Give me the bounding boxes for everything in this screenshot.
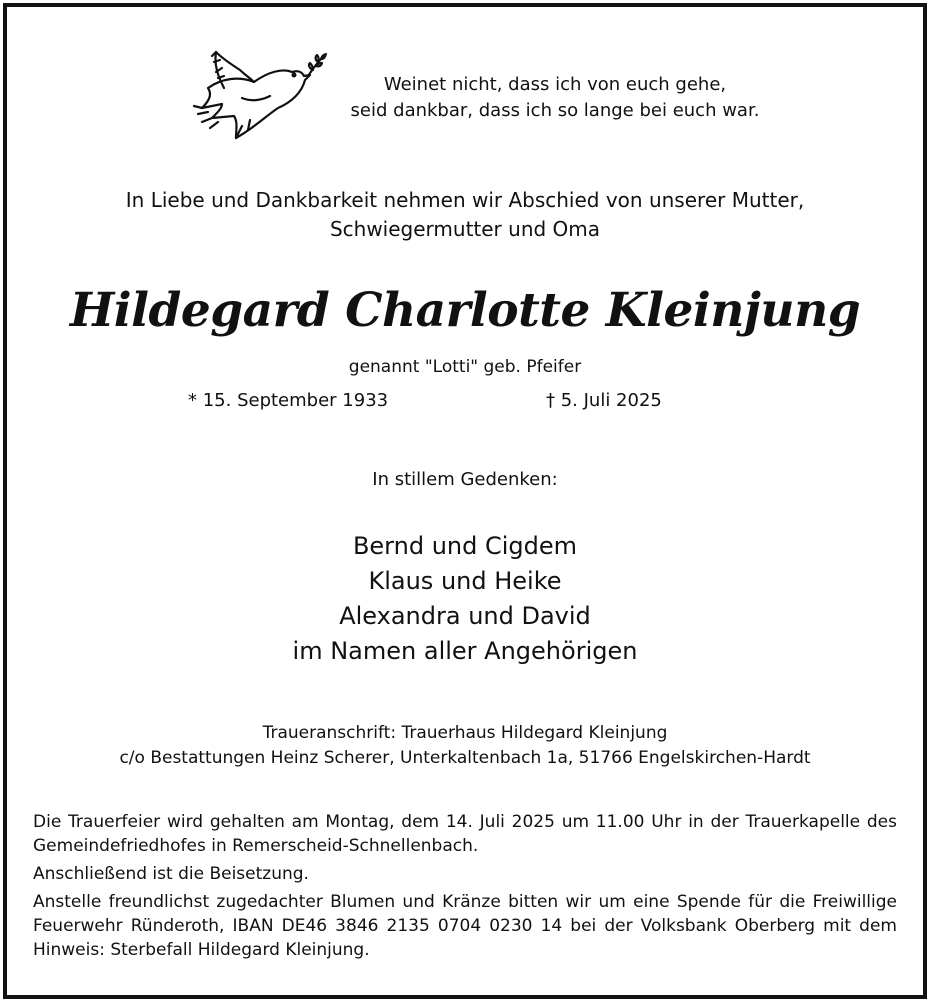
birth-date: * 15. September 1933 bbox=[188, 390, 389, 411]
mourner-line: Bernd und Cigdem bbox=[352, 532, 578, 560]
death-date: † 5. Juli 2025 bbox=[546, 390, 662, 411]
intro-line-1: In Liebe und Dankbarkeit nehmen wir Abschied von unserer Mutter, bbox=[125, 188, 805, 212]
mourning-address bbox=[0, 721, 930, 771]
mourners-list bbox=[0, 529, 930, 669]
address-line-2: c/o Bestattungen Heinz Scherer, Unterkaltenbach 1a, 51766 Engelskirchen-Hardt bbox=[119, 748, 811, 768]
address-line-1: Traueranschrift: Trauerhaus Hildegard Kleinjung bbox=[262, 723, 668, 743]
deceased-nickname: genannt "Lotti" geb. Pfeifer bbox=[348, 357, 582, 377]
mourner-line: Klaus und Heike bbox=[368, 567, 562, 595]
memory-heading: In stillem Gedenken: bbox=[372, 469, 558, 490]
mourner-line: im Namen aller Angehörigen bbox=[292, 637, 638, 665]
poem-quote bbox=[330, 72, 780, 124]
donation-info: Anstelle freundlichst zugedachter Blumen und Kränze bitten wir um eine Spende für die Freiwillige Feuerwehr Ründeroth, IBAN DE46 3846 2135 0704 0230 14 bei der Volksbank Oberberg mit dem Hinweis: Sterbefall Hildegard Kleinjung. bbox=[33, 892, 897, 960]
mourner-line: Alexandra und David bbox=[339, 602, 591, 630]
poem-line-2: seid dankbar, dass ich so lange bei euch war. bbox=[350, 100, 760, 121]
ceremony-info: Die Trauerfeier wird gehalten am Montag, dem 14. Juli 2025 um 11.00 Uhr in der Trauerkapelle des Gemeindefriedhofes in Remerscheid-Schnellenbach. bbox=[33, 812, 897, 856]
burial-info: Anschließend ist die Beisetzung. bbox=[33, 864, 309, 884]
intro-text bbox=[0, 186, 930, 244]
poem-line-1: Weinet nicht, dass ich von euch gehe, bbox=[383, 74, 727, 95]
service-details bbox=[33, 810, 897, 966]
intro-line-2: Schwiegermutter und Oma bbox=[329, 217, 601, 241]
deceased-name: Hildegard Charlotte Kleinjung bbox=[69, 283, 861, 338]
dove-icon bbox=[178, 42, 328, 147]
